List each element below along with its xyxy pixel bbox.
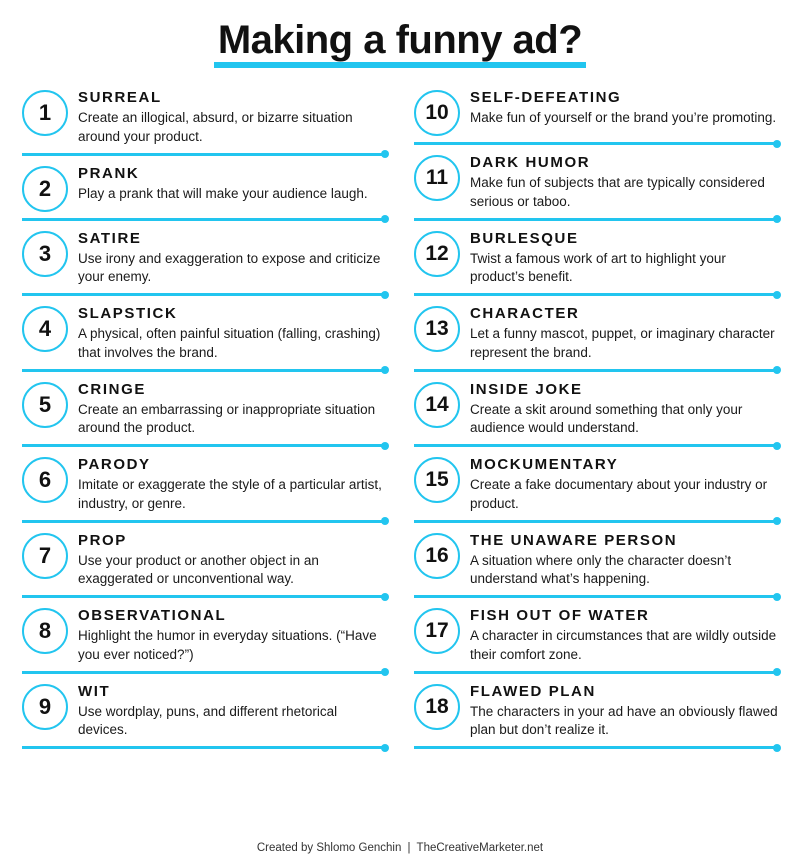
- item-text-block: [470, 153, 778, 212]
- item-text-block: [470, 531, 778, 590]
- item-number-badge: 8: [22, 608, 68, 654]
- list-item: [22, 447, 386, 520]
- list-item: [414, 598, 778, 671]
- item-number-badge: 13: [414, 306, 460, 352]
- item-description: Create an illogical, absurd, or bizarre situation around your product.: [78, 110, 353, 144]
- item-description: Let a funny mascot, puppet, or imaginary character represent the brand.: [470, 326, 775, 360]
- item-divider: [414, 746, 778, 749]
- columns-container: [0, 70, 800, 749]
- item-description: A physical, often painful situation (falling, crashing) that involves the brand.: [78, 326, 381, 360]
- list-item: [414, 296, 778, 369]
- item-text-block: [470, 455, 778, 514]
- footer: [0, 842, 800, 854]
- item-text-block: [78, 304, 386, 363]
- item-description: Create an embarrassing or inappropriate situation around the product.: [78, 401, 376, 436]
- item-text-block: [78, 606, 386, 665]
- item-label: SATIRE: [78, 229, 142, 247]
- item-description: Use your product or another object in an exaggerated or unconventional way.: [78, 552, 319, 587]
- item-text-block: [470, 380, 778, 439]
- item-label: DARK HUMOR: [470, 154, 591, 171]
- item-number-badge: 2: [22, 166, 68, 212]
- title-underline: [214, 62, 586, 68]
- item-description: Play a prank that will make your audience laugh.: [78, 185, 368, 201]
- item-text-block: [470, 229, 778, 288]
- item-description: Make fun of yourself or the brand you’re promoting.: [470, 110, 777, 126]
- page-title-text: Making a funny ad?: [217, 18, 583, 62]
- list-item: [414, 523, 778, 596]
- item-label: PRANK: [78, 164, 140, 182]
- column-right: [414, 80, 778, 749]
- item-label: THE UNAWARE PERSON: [470, 531, 678, 549]
- item-description: Imitate or exaggerate the style of a particular artist, industry, or genre.: [78, 477, 382, 511]
- item-number-badge: 7: [22, 533, 68, 579]
- footer-site[interactable]: TheCreativeMarketer.net: [416, 842, 544, 854]
- page-title: [212, 18, 588, 70]
- item-description: Make fun of subjects that are typically considered serious or taboo.: [470, 175, 765, 209]
- item-description: Highlight the humor in everyday situations. (“Have you ever noticed?”): [78, 628, 377, 662]
- item-number-badge: 3: [22, 231, 68, 277]
- item-text-block: [470, 304, 778, 363]
- item-description: Create a skit around something that only your audience would understand.: [470, 401, 743, 436]
- item-number-badge: 9: [22, 684, 68, 730]
- item-label: MOCKUMENTARY: [470, 456, 619, 473]
- item-number-badge: 6: [22, 457, 68, 503]
- item-number-badge: 14: [414, 382, 460, 428]
- item-description: Use irony and exaggeration to expose and criticize your enemy.: [78, 250, 381, 285]
- footer-separator: |: [407, 842, 411, 854]
- item-description: Twist a famous work of art to highlight your product’s benefit.: [470, 250, 726, 285]
- item-description: A character in circumstances that are wildly outside their comfort zone.: [470, 628, 777, 662]
- item-text-block: [78, 531, 386, 590]
- item-text-block: [78, 229, 386, 288]
- item-divider: [22, 746, 386, 749]
- item-label: PARODY: [78, 456, 151, 473]
- item-number-badge: 1: [22, 90, 68, 136]
- item-label: SURREAL: [78, 89, 162, 106]
- list-item: [414, 372, 778, 445]
- list-item: [22, 80, 386, 153]
- column-left: [22, 80, 386, 749]
- item-label: CRINGE: [78, 380, 146, 398]
- item-text-block: [78, 380, 386, 439]
- divider-dot: [773, 744, 781, 752]
- item-number-badge: 17: [414, 608, 460, 654]
- item-label: SLAPSTICK: [78, 305, 178, 322]
- item-label: SELF-DEFEATING: [470, 89, 622, 106]
- item-text-block: [78, 455, 386, 514]
- item-number-badge: 11: [414, 155, 460, 201]
- item-label: FISH OUT OF WATER: [470, 607, 650, 624]
- divider-dot: [381, 744, 389, 752]
- item-number-badge: 18: [414, 684, 460, 730]
- item-text-block: [78, 88, 386, 147]
- item-label: WIT: [78, 682, 111, 700]
- item-number-badge: 5: [22, 382, 68, 428]
- item-label: INSIDE JOKE: [470, 380, 583, 398]
- item-description: A situation where only the character doesn’t understand what’s happening.: [470, 552, 732, 587]
- item-text-block: [470, 682, 778, 741]
- item-label: FLAWED PLAN: [470, 682, 596, 700]
- list-item: [22, 674, 386, 747]
- item-description: Use wordplay, puns, and different rhetorical devices.: [78, 703, 338, 738]
- list-item: [414, 221, 778, 294]
- list-item: [414, 447, 778, 520]
- title-block: [0, 0, 800, 70]
- item-text-block: [470, 88, 778, 128]
- item-number-badge: 16: [414, 533, 460, 579]
- item-text-block: [78, 682, 386, 741]
- list-item: [414, 145, 778, 218]
- item-text-block: [470, 606, 778, 665]
- item-text-block: [78, 164, 386, 204]
- list-item: [22, 156, 386, 218]
- item-label: PROP: [78, 531, 127, 549]
- item-number-badge: 15: [414, 457, 460, 503]
- list-item: [22, 372, 386, 445]
- list-item: [22, 296, 386, 369]
- list-item: [22, 598, 386, 671]
- item-number-badge: 12: [414, 231, 460, 277]
- item-description: The characters in your ad have an obviously flawed plan but don’t realize it.: [470, 703, 778, 738]
- item-number-badge: 10: [414, 90, 460, 136]
- item-number-badge: 4: [22, 306, 68, 352]
- item-label: OBSERVATIONAL: [78, 607, 227, 624]
- footer-credit: Created by Shlomo Genchin: [256, 842, 402, 854]
- list-item: [414, 80, 778, 142]
- item-label: BURLESQUE: [470, 229, 579, 247]
- item-description: Create a fake documentary about your industry or product.: [470, 477, 768, 511]
- item-label: CHARACTER: [470, 305, 580, 322]
- list-item: [22, 523, 386, 596]
- list-item: [22, 221, 386, 294]
- list-item: [414, 674, 778, 747]
